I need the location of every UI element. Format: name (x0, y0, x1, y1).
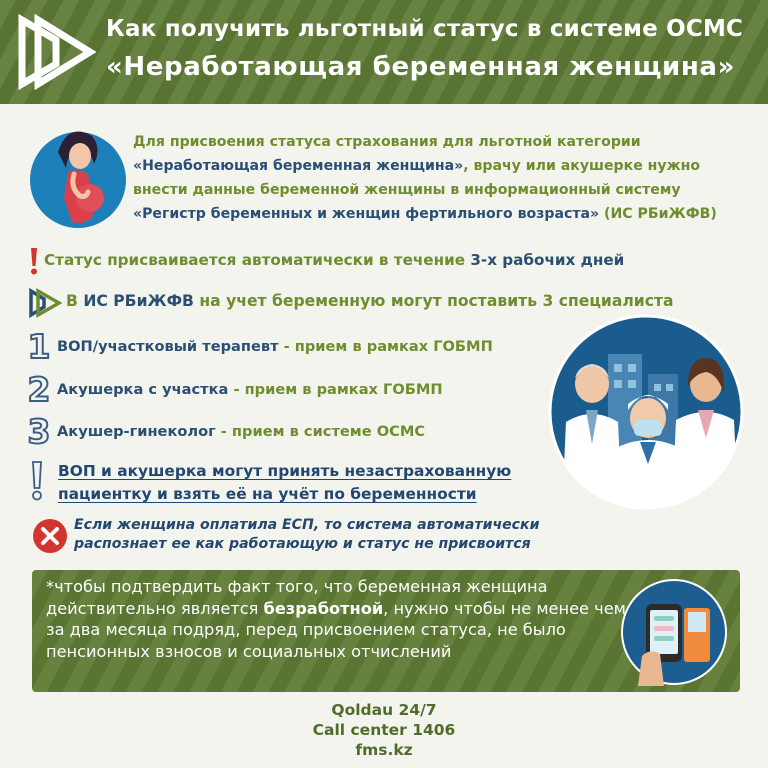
intro-paragraph (133, 130, 758, 226)
phone-terminal-icon (620, 578, 728, 686)
notice-auto-status (44, 251, 624, 269)
specialist-desc: - прием в рамках ГОБМП (228, 381, 443, 398)
specialist-number-1: 1 (27, 327, 51, 366)
intro-part3: (ИС РБиЖФВ) (599, 206, 717, 222)
intro-quote-category: «Неработающая беременная женщина» (133, 158, 464, 174)
warning-line2: пациентку и взять её на учёт по беременности (58, 485, 477, 503)
footer-call-center: Call center 1406 (312, 721, 456, 739)
info-text-bold: безработной (263, 598, 384, 618)
notice-auto-text: Статус присваивается автоматически в течение (44, 251, 471, 269)
info-text (46, 576, 646, 662)
notice-specialists (66, 292, 674, 310)
note-line1: Если женщина оплатила ЕСП, то система автоматически (74, 517, 540, 533)
fms-logo-icon (16, 12, 96, 92)
page-title-line1: Как получить льготный статус в системе ОСМС (106, 16, 744, 42)
notice-specialists-system: ИС РБиЖФВ (83, 292, 194, 310)
intro-part1: Для присвоения статуса страхования для льготной категории (133, 134, 641, 150)
info-text-after: , нужно чтобы не менее чем за два месяца подряд, перед присвоением статуса, не было пенсионных взносов и социальных отчислений (46, 598, 626, 661)
notice-specialists-prefix: В (66, 292, 84, 310)
specialist-role: ВОП/участковый терапевт (57, 338, 279, 355)
specialist-number-2: 2 (27, 370, 51, 409)
pregnant-woman-icon (28, 118, 128, 236)
specialist-desc: - прием в системе ОСМС (215, 423, 426, 440)
specialist-item-2 (57, 381, 443, 398)
header-banner (0, 0, 768, 104)
esp-note (74, 516, 539, 554)
note-line2: распознает ее как работающую и статус не присвоится (74, 536, 531, 552)
warning-line1: ВОП и акушерка могут принять незастрахованную (58, 462, 512, 480)
specialist-number-3: 3 (27, 412, 51, 451)
specialist-desc: - прием в рамках ГОБМП (278, 338, 493, 355)
footer-qoldau: Qoldau 24/7 (331, 701, 437, 719)
close-x-icon (32, 518, 68, 554)
footer-website: fms.kz (355, 741, 413, 759)
info-text-before: *чтобы подтвердить факт того, что беременная женщина действительно является (46, 577, 548, 618)
specialist-role: Акушер-гинеколог (57, 423, 216, 440)
intro-quote-register: «Регистр беременных и женщин фертильного возраста» (133, 206, 600, 222)
intro-part2: , врачу или акушерке нужно внести данные беременной женщины в информационный систему (133, 158, 701, 198)
outline-exclamation-icon (30, 460, 44, 502)
specialist-item-3 (57, 423, 425, 440)
notice-specialists-suffix: на учет беременную могут поставить 3 специалиста (193, 292, 674, 310)
specialist-role: Акушерка с участка (57, 381, 229, 398)
triangle-logo-icon (28, 288, 62, 318)
page-title-line2: «Неработающая беременная женщина» (106, 52, 735, 82)
red-exclamation-icon (28, 246, 40, 276)
uninsured-warning (58, 461, 511, 507)
specialist-item-1 (57, 338, 493, 355)
footer-contacts (0, 700, 768, 760)
notice-auto-days: 3-х рабочих дней (470, 251, 625, 269)
doctors-group-icon (548, 314, 744, 510)
